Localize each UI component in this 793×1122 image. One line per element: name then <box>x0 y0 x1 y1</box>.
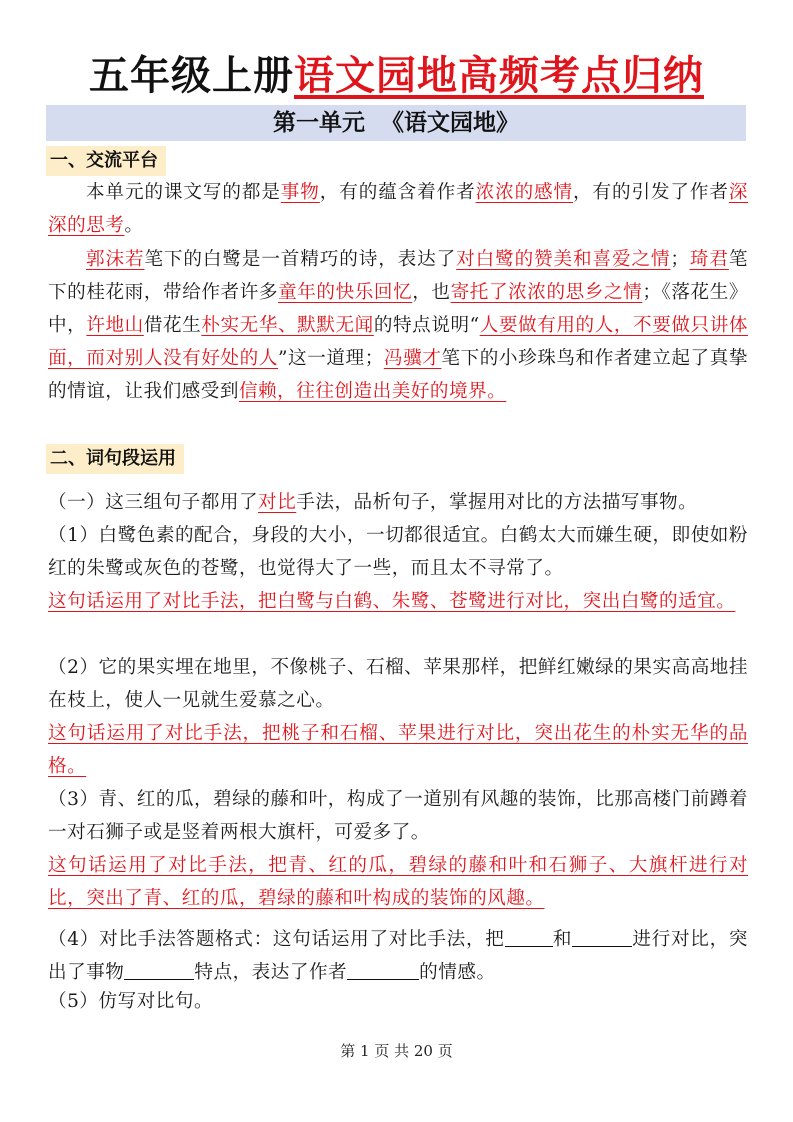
text: （一）这三组句子都用了 <box>48 492 259 513</box>
paragraph-contrast-intro <box>48 486 748 519</box>
highlight: 寄托了浓浓的思乡之情 <box>450 282 643 303</box>
text: 进行对比，突出了事物 <box>48 929 748 983</box>
text: 的特点说明“ <box>373 315 480 336</box>
text: 笔下的桂花雨，带给作者许多 <box>48 249 748 303</box>
highlight: 琦君 <box>689 249 729 270</box>
highlight: 许地山 <box>86 315 144 336</box>
paragraph-intro <box>48 176 748 242</box>
text: 笔下的小珍珠鸟和作者建立起了真挚的情谊，让我们感受到 <box>48 348 748 402</box>
fill-blank[interactable] <box>124 961 194 980</box>
text: ，有的引发了作者 <box>573 182 729 203</box>
highlight: 深深的思考 <box>48 182 748 236</box>
answer-2: 这句话运用了对比手法，把桃子和石榴、苹果进行对比，突出花生的朴实无华的品格。 <box>48 723 748 777</box>
text: 。 <box>124 215 144 236</box>
highlight: 信赖，往往创造出美好的境界。 <box>238 381 507 402</box>
section-heading-exchange: 一、交流平台 <box>46 146 166 176</box>
unit-header: 第一单元 《语文园地》 <box>46 105 746 141</box>
fill-blank[interactable] <box>347 961 419 980</box>
highlight: 浓浓的感情 <box>475 182 574 203</box>
highlight: 冯骥才 <box>383 348 442 369</box>
question-1: （1）白鹭色素的配合，身段的大小，一切都很适宜。白鹤太大而嫌生硬，即使如粉红的朱鹭或灰色的苍鹭，也觉得大了一些，而且太不寻常了。 <box>48 525 748 579</box>
section-heading-usage: 二、词句段运用 <box>46 444 184 474</box>
text: ”这一道理； <box>277 348 384 369</box>
title-topic: 语文园地高频考点归纳 <box>294 53 704 99</box>
highlight: 朴实无华、默默无闻 <box>201 315 374 336</box>
page-footer: 第 1 页 共 20 页 <box>340 1042 453 1060</box>
text: 特点，表达了作者 <box>194 962 348 983</box>
text: ，也 <box>412 282 451 303</box>
text: 的情感。 <box>419 962 496 983</box>
text: ； <box>670 249 690 270</box>
answer-1: 这句话运用了对比手法，把白鹭与白鹤、朱鹭、苍鹭进行对比，突出白鹭的适宜。 <box>48 591 736 612</box>
question-5: （5）仿写对比句。 <box>48 991 214 1012</box>
text: 借花生 <box>143 315 202 336</box>
fill-blank[interactable] <box>572 928 632 947</box>
highlight: 人要做有用的人，不要做只讲体面，而对别人没有好处的人 <box>48 315 748 369</box>
question-4-template <box>48 923 748 989</box>
highlight: 对白鹭的赞美和喜爱之情 <box>456 249 671 270</box>
answer-3: 这句话运用了对比手法，把青、红的瓜，碧绿的藤和叶和石狮子、大旗杆进行对比，突出了青、红的瓜，碧绿的藤和叶构成的装饰的风趣。 <box>48 855 748 909</box>
question-2: （2）它的果实埋在地里，不像桃子、石榴、苹果那样，把鲜红嫩绿的果实高高地挂在枝上，使人一见就生爱慕之心。 <box>48 657 748 711</box>
fill-blank[interactable] <box>505 928 553 947</box>
paragraph-authors <box>48 243 748 408</box>
text: ，有的蕴含着作者 <box>319 182 476 203</box>
question-3: （3）青、红的瓜，碧绿的藤和叶，构成了一道别有风趣的装饰，比那高楼门前蹲着一对石狮子或是竖着两根大旗杆，可爱多了。 <box>48 789 748 843</box>
highlight: 郭沫若 <box>86 249 145 270</box>
text: 手法，品析句子，掌握用对比的方法描写事物。 <box>296 492 698 513</box>
highlight: 事物 <box>280 182 320 203</box>
text: 笔下的白鹭是一首精巧的诗，表达了 <box>144 249 457 270</box>
text: （4）对比手法答题格式：这句话运用了对比手法，把 <box>48 929 505 950</box>
highlight: 童年的快乐回忆 <box>278 282 413 303</box>
page-title <box>0 50 793 102</box>
title-grade: 五年级上册 <box>89 53 294 99</box>
text: 本单元的课文写的都是 <box>86 182 281 203</box>
text: 和 <box>552 929 573 950</box>
text: ；《落花生》中， <box>48 282 748 336</box>
highlight: 对比 <box>258 492 297 513</box>
